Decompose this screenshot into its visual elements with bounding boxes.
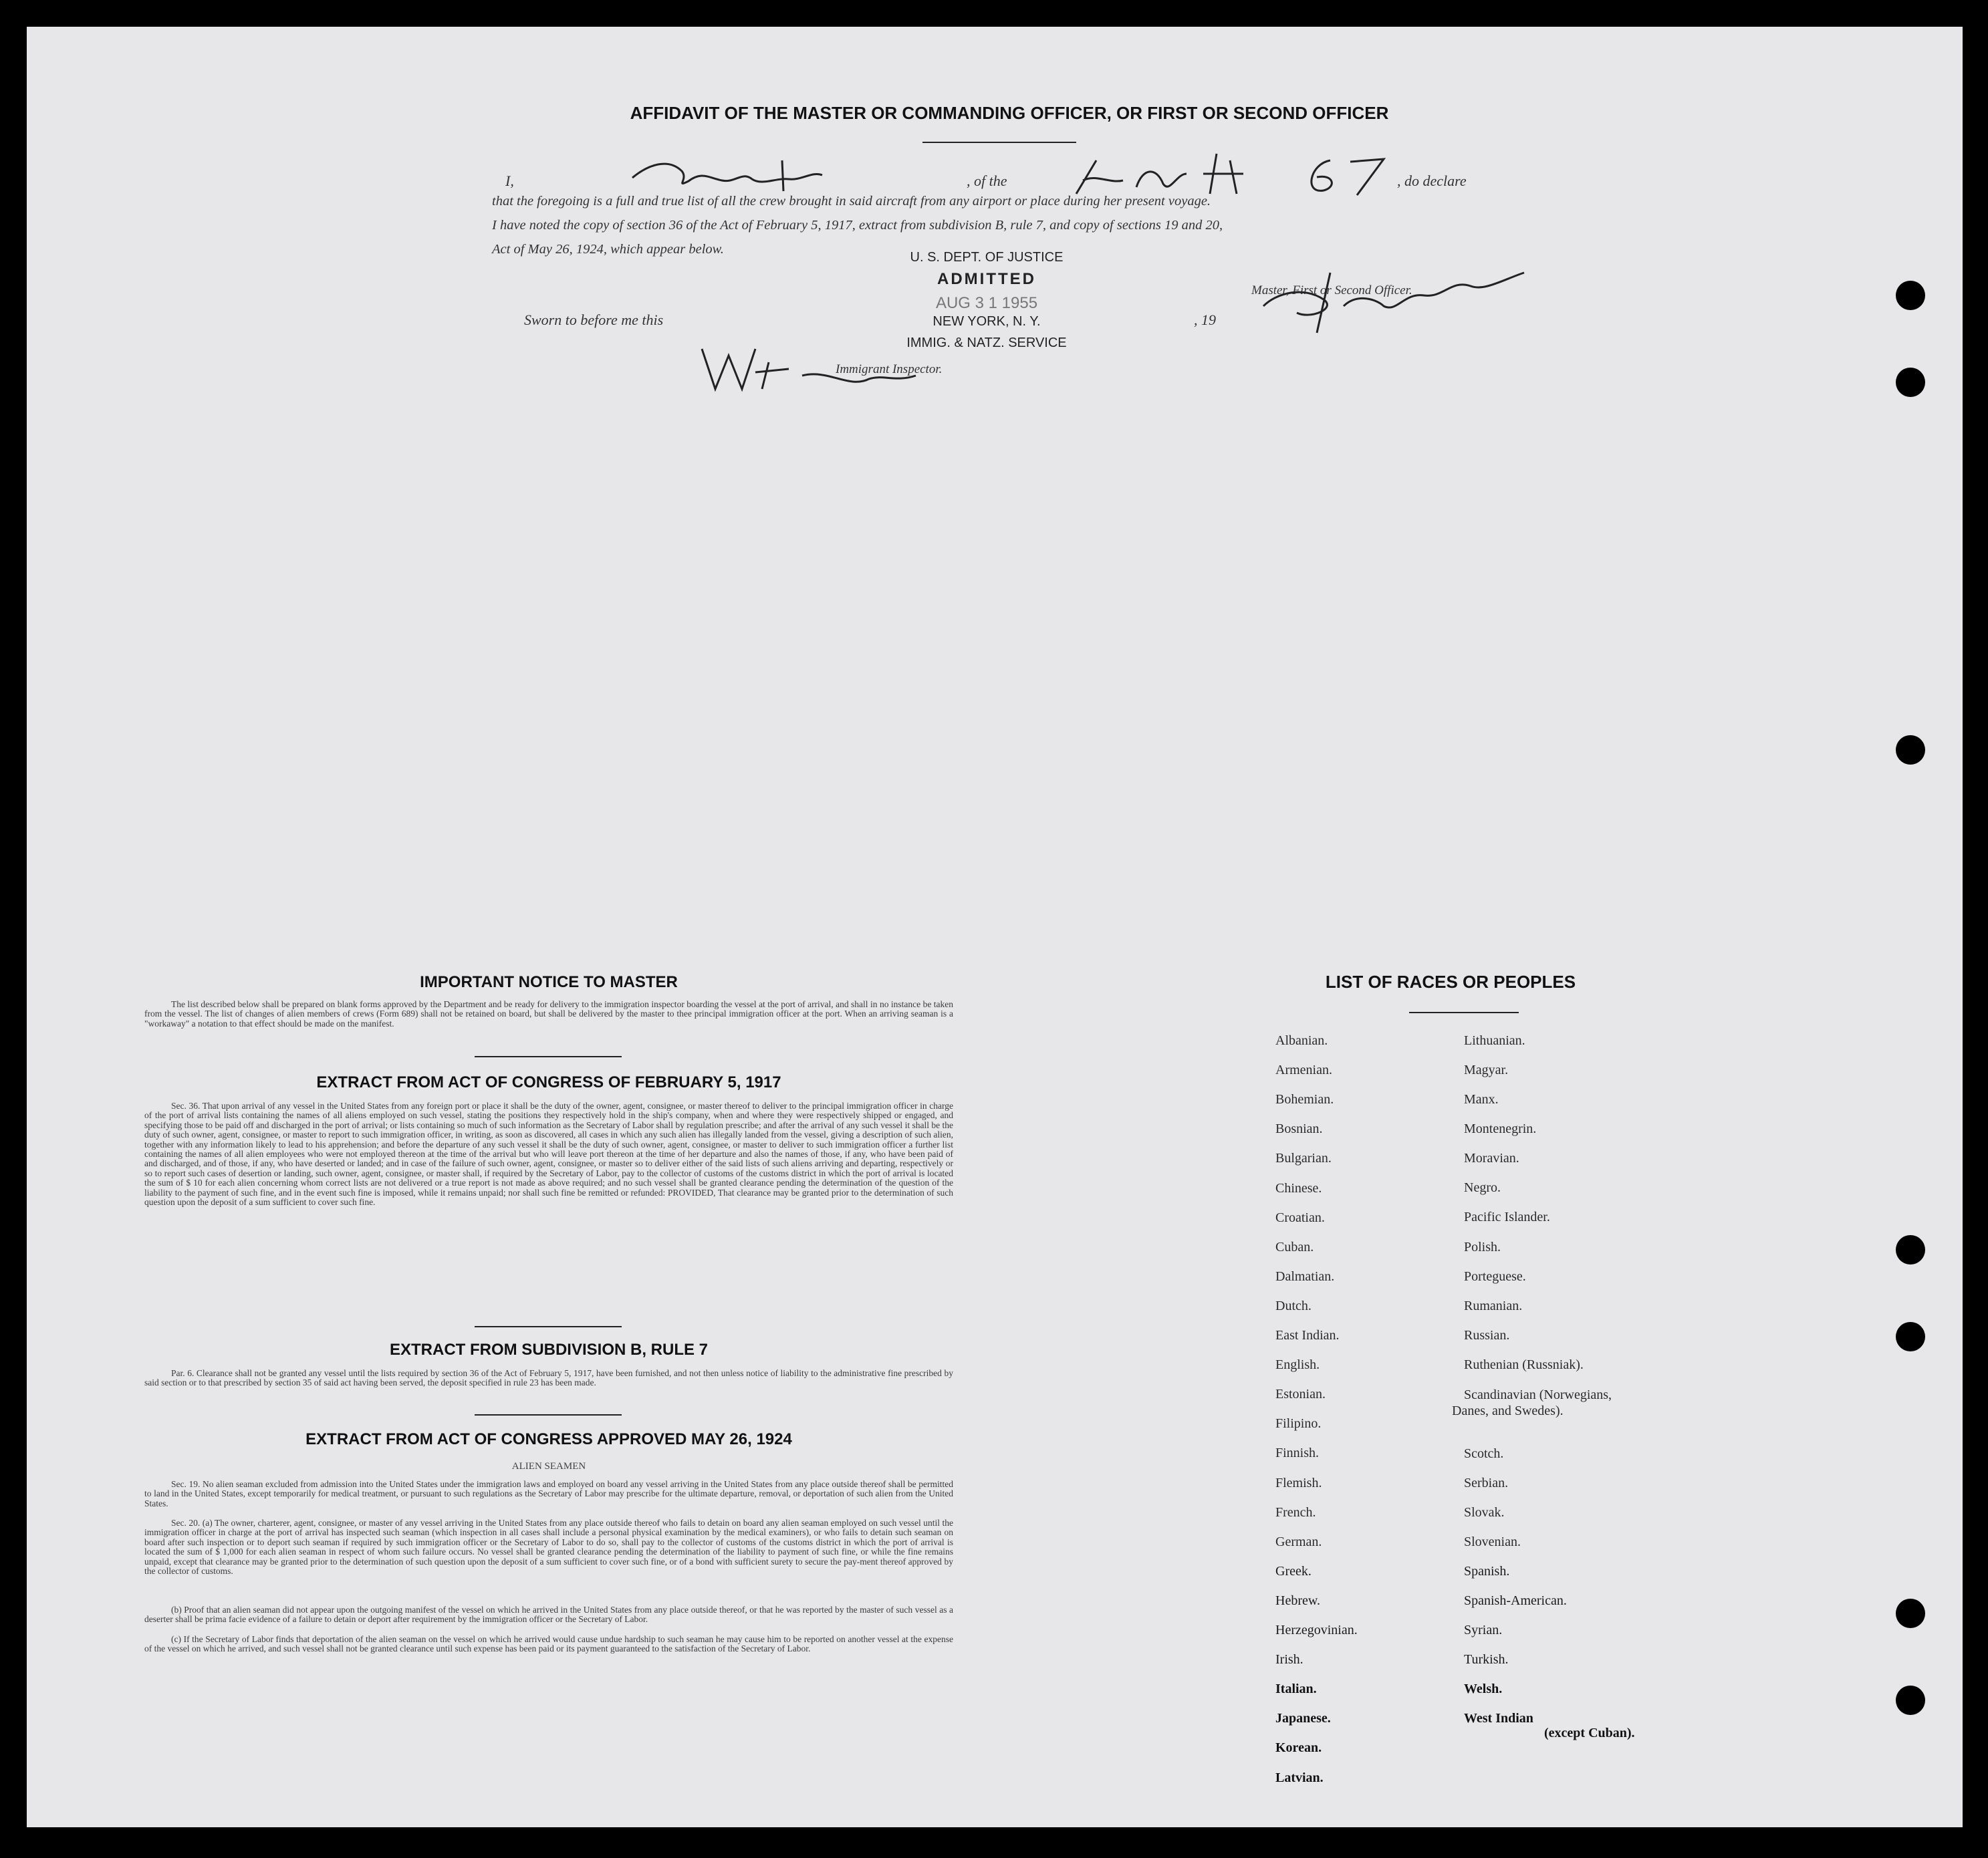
race-item: Spanish. — [1464, 1564, 1510, 1579]
affidavit-line-3: I have noted the copy of section 36 of the Act of February 5, 1917, extract from subdivision B, rule 7, and copy of sections 19 and 20, — [492, 218, 1223, 233]
inspector-label: Immigrant Inspector. — [836, 362, 943, 376]
race-item: Croatian. — [1275, 1210, 1325, 1225]
race-item: Moravian. — [1464, 1151, 1519, 1166]
stamp-city: NEW YORK, N. Y. — [933, 314, 1041, 329]
affidavit-line-2: that the foregoing is a full and true list of all the crew brought in said aircraft from any airport or place during her present voyage. — [492, 194, 1211, 209]
race-item: Serbian. — [1464, 1476, 1509, 1490]
race-item: Ruthenian (Russniak). — [1464, 1357, 1584, 1372]
race-item: Greek. — [1275, 1563, 1312, 1579]
notice-title: IMPORTANT NOTICE TO MASTER — [420, 973, 678, 991]
extract-1924-subtitle: ALIEN SEAMEN — [511, 1461, 586, 1472]
extract-1924-sec-19: Sec. 19. No alien seaman excluded from admission into the United States under the immigration laws and employed on board any vessel arriving in the United States from any place outside thereof shall be permitted to land in the United States, except temporarily for medical treatment, or pursuant to such regulations as the Secretary of Labor may prescribe for the ultimate departure, removal, or deportation of such alien from the United States. — [144, 1479, 953, 1508]
race-item: Magyar. — [1464, 1063, 1509, 1077]
race-item: Manx. — [1464, 1092, 1499, 1107]
race-item: West Indian — [1464, 1711, 1533, 1726]
race-item: Polish. — [1464, 1240, 1501, 1254]
race-item: Korean. — [1275, 1740, 1322, 1756]
race-item: Armenian. — [1275, 1063, 1332, 1078]
rule-7-title: EXTRACT FROM SUBDIVISION B, RULE 7 — [389, 1341, 709, 1359]
rule-7-text: Par. 6. Clearance shall not be granted any vessel until the lists required by section 36 of the Act of February 5, 1917, have been furnished, and not then unless notice of liability to the administrative fine prescribed by said section or to that prescribed by section 35 of said act having been served, the deposit specified in rule 23 has been made. — [144, 1368, 953, 1388]
race-item: Filipino. — [1275, 1416, 1322, 1432]
punch-hole — [1896, 735, 1925, 765]
affidavit-declare-label: , do declare — [1397, 172, 1467, 189]
race-item: Latvian. — [1275, 1770, 1324, 1785]
notice-rule — [475, 1056, 622, 1057]
race-item: Porteguese. — [1464, 1269, 1526, 1284]
race-item: Herzegovinian. — [1275, 1623, 1358, 1637]
race-item: Italian. — [1275, 1682, 1317, 1697]
officer-label: Master, First or Second Officer. — [1251, 283, 1412, 297]
stamp-date: AUG 3 1 1955 — [935, 294, 1038, 312]
race-item: Estonian. — [1275, 1387, 1326, 1402]
race-item: Dalmatian. — [1275, 1269, 1335, 1284]
race-item: Russian. — [1464, 1328, 1510, 1343]
extract-1917-rule — [475, 1326, 622, 1327]
extract-1917-text: Sec. 36. That upon arrival of any vessel in the United States from any foreign port or place it shall be the duty of the owner, agent, consignee, or master thereof to deliver to the principal immigration officer in charge of the port of arrival lists containing the names of all aliens employed on such vessel, stating the positions they respectively hold in the ship's company, when and where they were respectively shipped or engaged, and specifying those to be paid off and discharged in the port of arrival; or lists containing so much of such information as the Secretary of Labor shall by regulation prescribe; and after the arrival of any such vessel it shall be the duty of such owner, agent, consignee, or master to report to such immigration officer, in writing, as soon as discovered, all cases in which any such alien has illegally landed from the vessel, giving a description of such alien, together with any information likely to lead to his apprehension; and before the departure of any such vessel it shall be the duty of such owner, agent, consignee, or master to deliver to such immigration officer a further list containing the names of all alien employees who were not employed thereon at the time of the arrival but who will leave port thereon at the time of her departure and also the names of those, if any, who have been paid of and discharged, and of those, if any, who have deserted or landed; and in case of the failure of such owner, agent, consignee, or master so to deliver either of the said lists of such aliens arriving and departing, respectively or so to report such cases of desertion or landing, such owner, agent, consignee, or master shall, if required by the Secretary of Labor, pay to the collector of customs of the customs district in which the port of arrival is located the sum of $ 10 for each alien concerning whom correct lists are not delivered or a true report is not made as above required; and no such vessel shall be granted clearance pending the determination of the question of the liability to the payment of such fine, and in the event such fine is imposed, while it remains unpaid; nor shall such fine be remitted or refunded: PROVIDED, That clearance may be granted prior to the determination of such question upon the deposit of a sum sufficient to cover such fine. — [144, 1101, 953, 1208]
affidavit-of-the-label: , of the — [967, 172, 1007, 189]
race-item: Hebrew. — [1275, 1593, 1321, 1608]
race-item: Finnish. — [1275, 1446, 1320, 1461]
notice-text: The list described below shall be prepared on blank forms approved by the Department and be ready for delivery to the immigration inspector boarding the vessel at the port of arrival, and shall in no instance be taken from the vessel. The list of changes of alien members of crews (Form 689) shall not be retained on board, but shall be delivered by the master to thee principal immigration officer at the port. When an arriving seaman is a "workaway" a notation to that effect should be made on the manifest. — [144, 999, 953, 1029]
race-item: Cuban. — [1275, 1239, 1314, 1254]
race-item: Scotch. — [1464, 1446, 1504, 1461]
punch-hole — [1896, 281, 1925, 310]
race-item: Pacific Islander. — [1464, 1210, 1550, 1224]
affidavit-line-4: Act of May 26, 1924, which appear below. — [492, 242, 724, 257]
extract-1924-sec-20a: Sec. 20. (a) The owner, charterer, agent, consignee, or master of any vessel arriving in the United States from any place outside thereof who fails to detain on board any alien seaman employed on such vessel until the immigration officer in charge at the port of arrival has inspected such seaman (which inspection in all cases shall include a personal physical examination by the medical examiners), or who fails to detain such seaman on board after such inspection or to deport such seaman if required by such immigration officer or the Secretary of Labor to do so, shall pay to the collector of customs of the customs district in which the port of arrival is located the sum of $ 1,000 for each alien seaman in respect of whom such failure occurs. No vessel shall be granted clearance pending the determination of the liability to payment of such fine, or while the fine remains unpaid, except that clearance may be granted prior to the determination of such question upon the deposit of a sum sufficient to cover such fine, or of a bond with sufficient surety to secure the pay-ment thereof approved by the collector of customs. — [144, 1518, 953, 1577]
affidavit-rule — [922, 142, 1076, 143]
punch-hole — [1896, 1322, 1925, 1351]
stamp-dept: U. S. DEPT. OF JUSTICE — [910, 250, 1064, 265]
punch-hole — [1896, 1599, 1925, 1628]
race-item: Welsh. — [1464, 1682, 1503, 1696]
affidavit-title: AFFIDAVIT OF THE MASTER OR COMMANDING OFFICER, OR FIRST OR SECOND OFFICER — [630, 103, 1389, 123]
race-item: Flemish. — [1275, 1475, 1322, 1490]
punch-hole — [1896, 1686, 1925, 1715]
race-item: German. — [1275, 1534, 1322, 1549]
race-item: East Indian. — [1275, 1328, 1340, 1343]
races-title: LIST OF RACES OR PEOPLES — [1325, 972, 1576, 992]
sworn-label: Sworn to before me this — [524, 311, 664, 328]
race-item: Scandinavian (Norwegians, — [1464, 1387, 1612, 1402]
race-item: Slovak. — [1464, 1505, 1505, 1520]
extract-1924-sec-20b: (b) Proof that an alien seaman did not appear upon the outgoing manifest of the vessel on which he arrived in the United States from any place outside thereof, or that he was reported by the master of such vessel as a deserter shall be prima facie evidence of a failure to detain or deport after requirement by the immigration officer or the Secretary of Labor. — [144, 1605, 953, 1625]
race-item: Bohemian. — [1275, 1092, 1334, 1107]
race-item: Negro. — [1464, 1180, 1501, 1195]
extract-1917-title: EXTRACT FROM ACT OF CONGRESS OF FEBRUARY 5, 1917 — [316, 1073, 781, 1091]
races-rule — [1409, 1012, 1519, 1013]
race-item: English. — [1275, 1357, 1320, 1373]
race-item: Irish. — [1275, 1652, 1303, 1668]
extract-1924-title: EXTRACT FROM ACT OF CONGRESS APPROVED MAY 26, 1924 — [305, 1430, 792, 1448]
handwritten-flight — [1070, 147, 1404, 207]
race-item: Bosnian. — [1275, 1121, 1323, 1137]
year-label: , 19 — [1194, 311, 1216, 328]
affidavit-i-label: I, — [505, 172, 514, 189]
rule-7-rule — [475, 1414, 622, 1416]
stamp-service: IMMIG. & NATZ. SERVICE — [906, 336, 1067, 350]
race-item: French. — [1275, 1504, 1316, 1520]
document-sheet — [27, 27, 1963, 1827]
race-west-indian-cont: (except Cuban). — [1544, 1726, 1635, 1740]
race-item: Rumanian. — [1464, 1299, 1523, 1313]
punch-hole — [1896, 1235, 1925, 1265]
race-item: Turkish. — [1464, 1652, 1509, 1667]
race-item: Spanish-American. — [1464, 1593, 1567, 1608]
handwritten-master — [628, 151, 896, 205]
race-item: Albanian. — [1275, 1033, 1328, 1048]
race-item: Dutch. — [1275, 1298, 1312, 1313]
extract-1924-sec-20c: (c) If the Secretary of Labor finds that deportation of the alien seaman on the vessel on which he arrived would cause undue hardship to such seaman he may cause him to be reported on another vessel at the expense of the vessel on which he arrived, and such vessel shall not be granted clearance until such expense has been paid or its payment guaranteed to the satisfaction of the Secretary of Labor. — [144, 1634, 953, 1654]
race-item: Montenegrin. — [1464, 1121, 1537, 1136]
race-item: Lithuanian. — [1464, 1033, 1525, 1048]
punch-hole — [1896, 368, 1925, 397]
race-item: Bulgarian. — [1275, 1151, 1332, 1166]
race-scandinavian-cont: Danes, and Swedes). — [1452, 1404, 1564, 1418]
stamp-admitted: ADMITTED — [937, 270, 1036, 288]
race-item: Syrian. — [1464, 1623, 1503, 1637]
race-item: Slovenian. — [1464, 1535, 1521, 1549]
race-item: Japanese. — [1275, 1711, 1331, 1726]
race-item: Chinese. — [1275, 1180, 1322, 1196]
officer-signature — [1250, 266, 1531, 340]
